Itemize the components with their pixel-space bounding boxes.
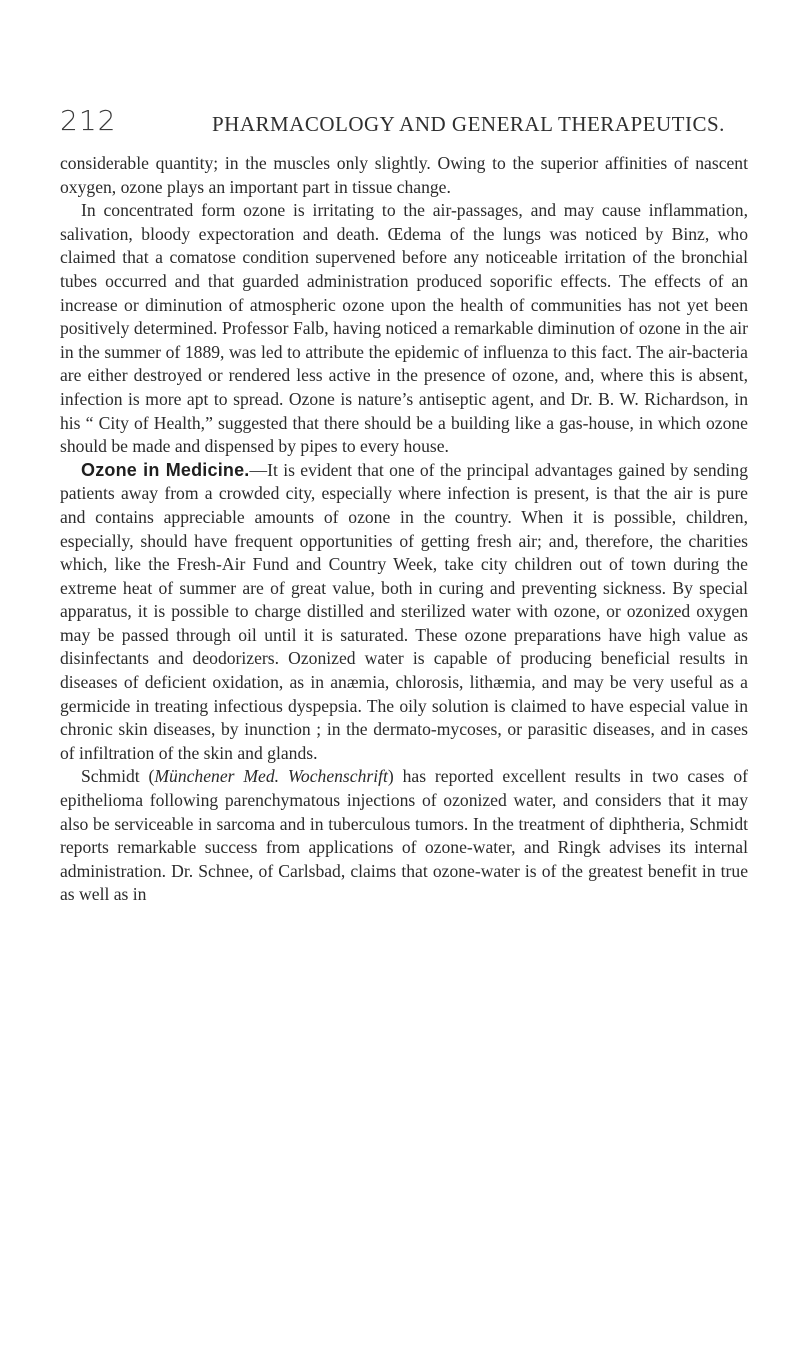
running-head [60,104,750,144]
paragraph-concentrated-ozone: In concentrated form ozone is irritating to the air-passages, and may cause inflammation, salivation, bloody expectoration and death. Œdema of the lungs was noticed by Binz, who claimed that a comatose condition supervened before any noticeable irritation of the bronchial tubes occurred and that guarded administration produced soporific effects. The effects of an increase or diminution of atmospheric ozone upon the health of communities has not yet been positively determined. Professor Falb, having noticed a remarkable diminution of ozone in the air in the summer of 1889, was led to attribute the epidemic of influenza to this fact. The air-bacteria are either destroyed or rendered less active in the presence of ozone, and, where this is absent, infection is more apt to spread. Ozone is nature’s antiseptic agent, and Dr. B. W. Richardson, in his “ City of Health,” suggested that there should be a building like a gas-house, in which ozone should be made and dispensed by pipes to every house. [60,200,748,457]
body-text [60,152,748,907]
paragraph-ozone-in-medicine [60,459,748,766]
section-body: —It is evident that one of the principal advantages gained by sending patients away from a crowded city, especially where infection is present, is that the air is pure and contains appreciable amounts of ozone in the country. When it is possible, children, especially, should have frequent opportunities of getting fresh air; and, therefore, the charities which, like the Fresh-Air Fund and Country Week, take city children out of town during the extreme heat of summer are of great value, both in curing and preventing sickness. By special apparatus, it is possible to charge distilled and sterilized water with ozone, or ozonized oxygen may be passed through oil until it is saturated. These ozone preparations have high value as disinfectants and deodorizers. Ozonized water is capable of producing beneficial results in diseases of deficient oxidation, as in anæmia, chlorosis, lithæmia, and may be very useful as a germicide in treating infectious dyspepsia. The oily solution is claimed to have especial value in chronic skin diseases, by inunction ; in the dermato-mycoses, or parasitic diseases, and in cases of infiltration of the skin and glands. [60,459,748,763]
schmidt-text-end: ) has reported excellent results in two cases of epithelioma following parenchymatous injections of ozonized water, and considers that it may also be serviceable in sarcoma and in tuberculous tumors. In the treatment of diphtheria, Schmidt reports remarkable success from applications of ozone-water, and Ringk advises its internal administration. Dr. Schnee, of Carlsbad, claims that ozone-water is of the greatest benefit in true as well as in [60,766,748,905]
running-title: PHARMACOLOGY AND GENERAL THERAPEUTICS. [212,112,725,136]
page-number: 212 [60,104,117,137]
paragraph-schmidt [60,765,748,907]
schmidt-text-start: Schmidt ( [81,766,155,787]
journal-title: Münchener Med. Wochenschrift [154,766,388,787]
section-heading: Ozone in Medicine. [81,459,250,480]
paragraph-continuation: considerable quantity; in the muscles only slightly. Owing to the superior affinities of nascent oxygen, ozone plays an important part in tissue change. [60,153,748,197]
